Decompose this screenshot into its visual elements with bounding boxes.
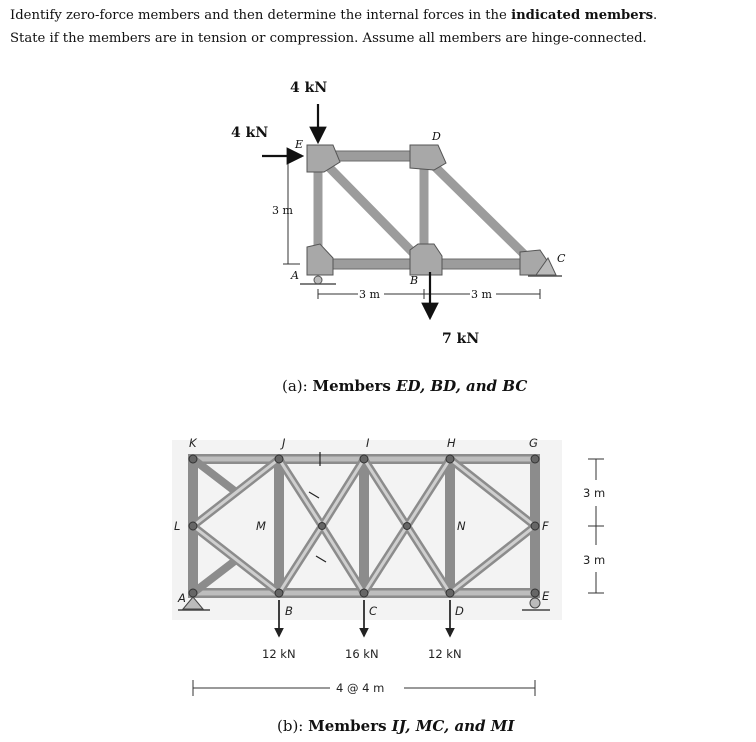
node-label-L: L	[174, 519, 181, 533]
node-label-F: F	[542, 519, 549, 533]
node-label-B: B	[285, 604, 293, 618]
roller-support-E	[530, 598, 540, 608]
load-label-B: 12 kN	[262, 647, 296, 661]
dim-label-span-2: 3 m	[471, 288, 492, 301]
node-label-N: N	[457, 519, 466, 533]
load-label-D: 12 kN	[428, 647, 462, 661]
node-label-J: J	[282, 436, 286, 450]
caption-a: (a): Members ED, BD, and BC	[282, 377, 528, 395]
dim-label-height: 3 m	[272, 204, 293, 217]
load-label-bottom: 7 kN	[442, 331, 480, 347]
member-DC	[424, 156, 534, 264]
prompt-line-2: State if the members are in tension or compression. Assume all members are hinge-connected.	[10, 31, 647, 46]
node-label-D: D	[455, 604, 464, 618]
node-label-C: C	[557, 252, 566, 265]
node-label-A: A	[291, 269, 299, 282]
gusset-A	[307, 244, 333, 275]
node-label-K: K	[189, 436, 197, 450]
node-label-E: E	[295, 138, 304, 151]
gusset-B	[410, 244, 442, 275]
roller-A	[314, 276, 322, 284]
truss-a	[231, 80, 566, 347]
load-label-top: 4 kN	[290, 80, 328, 96]
emphasis-indicated-members: indicated members	[511, 8, 654, 23]
node-label-C: C	[369, 604, 378, 618]
node-label-G: G	[529, 436, 538, 450]
node-label-H: H	[447, 436, 456, 450]
load-label-left: 4 kN	[231, 125, 269, 141]
gusset-D	[410, 145, 446, 170]
member-EB	[318, 156, 424, 264]
dim-label-upper: 3 m	[583, 486, 606, 500]
node-label-A: A	[178, 591, 186, 605]
dim-label-lower: 3 m	[583, 553, 606, 567]
caption-b-members: IJ, MC, and MI	[391, 717, 515, 735]
dim-label-span-1: 3 m	[359, 288, 380, 301]
node-label-D: D	[432, 130, 441, 143]
node-label-E: E	[542, 589, 550, 603]
dim-label-span: 4 @ 4 m	[336, 681, 385, 695]
truss-b	[172, 436, 605, 696]
node-label-I: I	[366, 436, 370, 450]
caption-a-members: ED, BD, and BC	[396, 377, 528, 395]
load-label-C: 16 kN	[345, 647, 379, 661]
node-label-M: M	[256, 519, 266, 533]
prompt-line-1: Identify zero-force members and then determine the internal forces in the indicated members.	[10, 8, 658, 23]
caption-b: (b): Members IJ, MC, and MI	[277, 717, 515, 735]
node-label-B: B	[410, 274, 419, 287]
